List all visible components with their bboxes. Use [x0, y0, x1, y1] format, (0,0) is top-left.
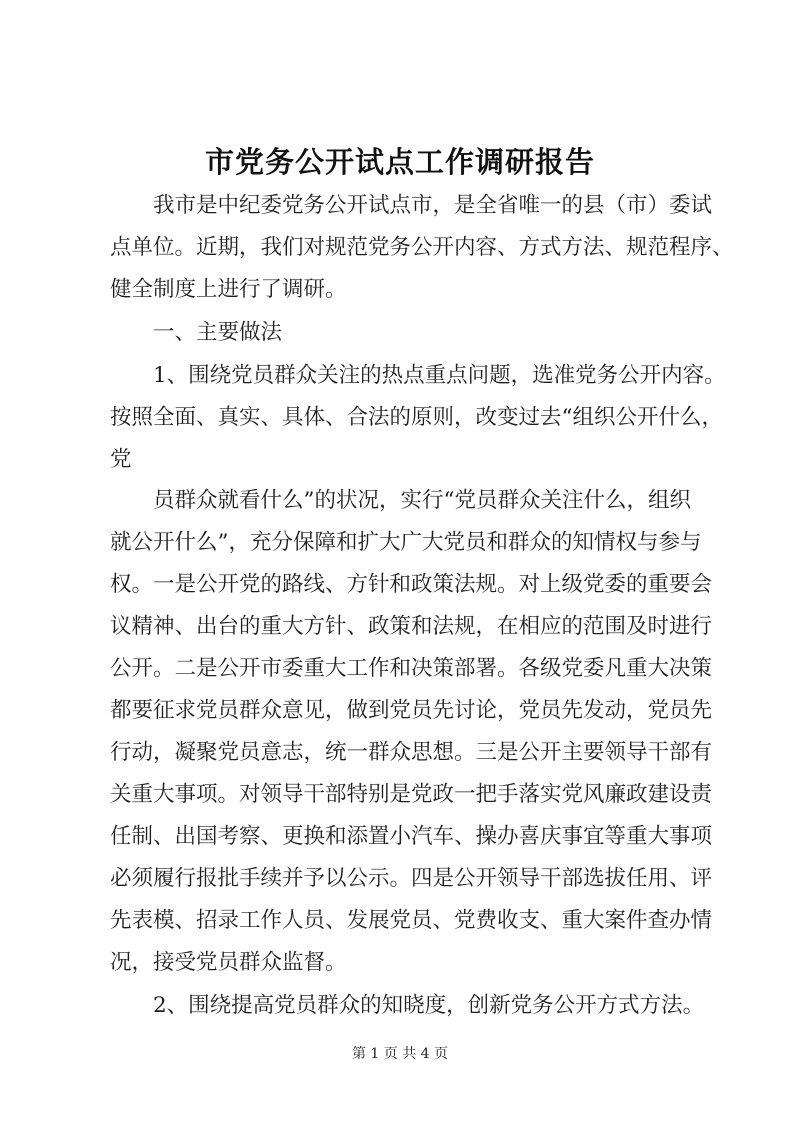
body-line: 先表模、招录工作人员、发展党员、党费收支、重大案件查办情 — [110, 908, 713, 933]
body-line: 就公开什么”，充分保障和扩大广大党员和群众的知情权与参与 — [110, 530, 702, 555]
body-line: 议精神、出台的重大方针、政策和法规，在相应的范围及时进行 — [110, 614, 713, 639]
body-line: 党 — [110, 447, 132, 472]
body-line: 任制、出国考察、更换和添置小汽车、操办喜庆事宜等重大事项 — [110, 824, 713, 849]
body-line: 必须履行报批手续并予以公示。四是公开领导干部选拔任用、评 — [110, 866, 713, 891]
body-line: 1、围绕党员群众关注的热点重点问题，选准党务公开内容。 — [110, 363, 726, 388]
section-heading: 一、主要做法 — [110, 320, 283, 345]
body-line: 公开。二是公开市委重大工作和决策部署。各级党委凡重大决策 — [110, 656, 713, 681]
page-number-footer: 第 1 页 共 4 页 — [351, 1046, 449, 1062]
body-line: 都要征求党员群众意见，做到党员先讨论，党员先发动，党员先 — [110, 698, 713, 723]
body-line: 按照全面、真实、具体、合法的原则，改变过去“组织公开什么， — [110, 405, 723, 430]
body-line: 我市是中纪委党务公开试点市，是全省唯一的县（市）委试 — [110, 193, 713, 218]
body-line: 点单位。近期，我们对规范党务公开内容、方式方法、规范程序、 — [110, 235, 734, 260]
body-line: 关重大事项。对领导干部特别是党政一把手落实党风廉政建设责 — [110, 782, 713, 807]
body-line: 健全制度上进行了调研。 — [110, 277, 347, 302]
body-line: 况，接受党员群众监督。 — [110, 950, 347, 975]
body-line: 权。一是公开党的路线、方针和政策法规。对上级党委的重要会 — [110, 572, 713, 597]
document-title: 市党务公开试点工作调研报告 — [204, 145, 595, 179]
body-line: 员群众就看什么”的状况，实行“党员群众关注什么，组织 — [110, 488, 691, 513]
body-line: 行动，凝聚党员意志，统一群众思想。三是公开主要领导干部有 — [110, 740, 713, 765]
body-line: 2、围绕提高党员群众的知晓度，创新党务公开方式方法。 — [110, 993, 705, 1018]
